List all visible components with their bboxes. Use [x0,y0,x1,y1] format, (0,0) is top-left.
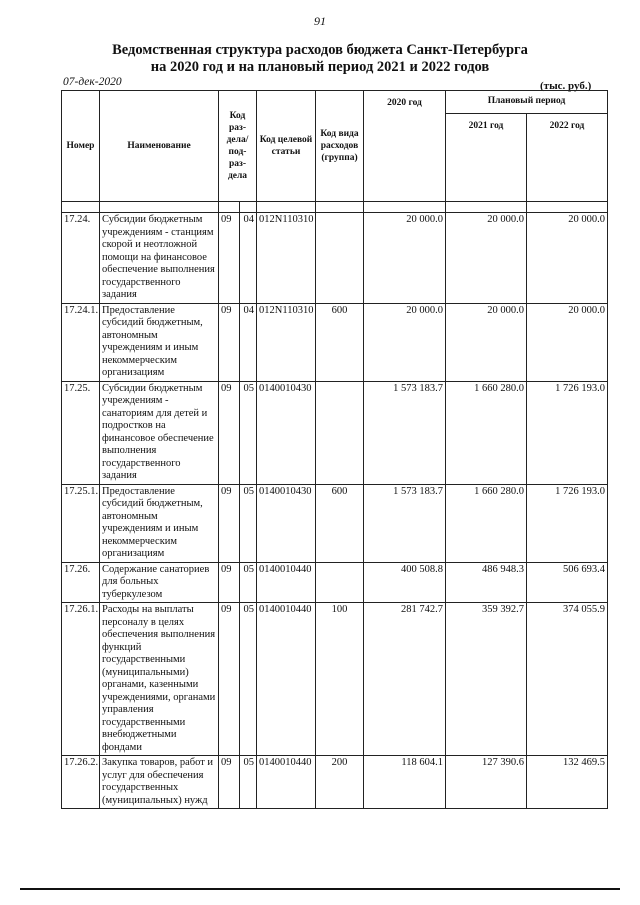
table-row [62,562,608,603]
table-row [62,213,608,304]
row-name: Содержание санаториев для больных туберкулезом [100,562,219,603]
header-2021: 2021 год [446,114,527,202]
row-section-code: 09 [219,381,240,484]
row-target-code: 0140010440 [257,603,316,756]
row-expense-type-code [316,381,364,484]
row-name: Субсидии бюджетным учреждениям - санаториям для детей и подростков на финансовое обеспечение выполнения государственного задания [100,381,219,484]
header-name: Наименование [100,91,219,202]
header-2022: 2022 год [527,114,608,202]
row-section-code: 09 [219,213,240,304]
row-number: 17.26.2. [62,756,100,809]
row-number: 17.25. [62,381,100,484]
row-number: 17.24.1. [62,303,100,381]
row-subsection-code: 04 [240,303,257,381]
row-subsection-code: 05 [240,381,257,484]
header-vid: Код вида расходов (группа) [316,91,364,202]
row-amount-2022: 20 000.0 [527,213,608,304]
row-amount-2022: 506 693.4 [527,562,608,603]
table-row [62,603,608,756]
row-target-code: 012N110310 [257,303,316,381]
row-expense-type-code: 600 [316,303,364,381]
units-label: (тыс. руб.) [540,80,592,92]
row-expense-type-code [316,562,364,603]
row-name: Субсидии бюджетным учреждениям - станциям скорой и неотложной помощи на финансовое обеспечение выполнения государственного задания [100,213,219,304]
header-section: Код раз- дела/ под- раз- дела [219,91,257,202]
row-section-code: 09 [219,484,240,562]
row-section-code: 09 [219,303,240,381]
title-line-1: Ведомственная структура расходов бюджета Санкт-Петербурга [112,42,528,58]
row-subsection-code: 05 [240,603,257,756]
row-number: 17.26.1. [62,603,100,756]
row-expense-type-code [316,213,364,304]
row-amount-2020: 400 508.8 [364,562,446,603]
row-expense-type-code: 200 [316,756,364,809]
row-name: Предоставление субсидий бюджетным, автономным учреждениям и иным некоммерческим организациям [100,484,219,562]
table-row [62,756,608,809]
table-row [62,381,608,484]
row-subsection-code: 05 [240,562,257,603]
row-amount-2020: 118 604.1 [364,756,446,809]
row-expense-type-code: 100 [316,603,364,756]
row-amount-2021: 20 000.0 [446,303,527,381]
header-target: Код целевой статьи [257,91,316,202]
row-section-code: 09 [219,603,240,756]
row-amount-2021: 20 000.0 [446,213,527,304]
budget-table [61,90,608,809]
row-amount-2021: 1 660 280.0 [446,381,527,484]
document-date: 07-дек-2020 [63,76,122,88]
row-amount-2021: 127 390.6 [446,756,527,809]
row-amount-2021: 486 948.3 [446,562,527,603]
row-target-code: 0140010430 [257,484,316,562]
row-subsection-code: 05 [240,484,257,562]
row-name: Предоставление субсидий бюджетным, автономным учреждениям и иным некоммерческим организациям [100,303,219,381]
title-line-2: на 2020 год и на плановый период 2021 и 2022 годов [150,59,490,75]
document-title [0,42,640,76]
row-amount-2020: 1 573 183.7 [364,381,446,484]
table-row [62,303,608,381]
row-amount-2020: 20 000.0 [364,213,446,304]
row-section-code: 09 [219,562,240,603]
row-expense-type-code: 600 [316,484,364,562]
header-number: Номер [62,91,100,202]
row-number: 17.25.1. [62,484,100,562]
row-amount-2021: 1 660 280.0 [446,484,527,562]
row-subsection-code: 04 [240,213,257,304]
row-amount-2022: 374 055.9 [527,603,608,756]
header-2020: 2020 год [364,91,446,202]
row-number: 17.24. [62,213,100,304]
row-amount-2020: 281 742.7 [364,603,446,756]
page-number: 91 [314,14,326,28]
row-target-code: 0140010440 [257,562,316,603]
table-row [62,484,608,562]
row-amount-2021: 359 392.7 [446,603,527,756]
spacer-row [62,202,608,213]
row-amount-2020: 20 000.0 [364,303,446,381]
row-amount-2022: 20 000.0 [527,303,608,381]
header-row-1 [62,91,608,114]
row-target-code: 0140010440 [257,756,316,809]
row-target-code: 012N110310 [257,213,316,304]
row-target-code: 0140010430 [257,381,316,484]
row-name: Расходы на выплаты персоналу в целях обеспечения выполнения функций государственными (муниципальными) органами, казенными учреждениями, органами управления государственными внебюджетными фондами [100,603,219,756]
header-plan-period: Плановый период [446,91,608,114]
row-name: Закупка товаров, работ и услуг для обеспечения государственных (муниципальных) нужд [100,756,219,809]
row-subsection-code: 05 [240,756,257,809]
row-amount-2022: 1 726 193.0 [527,484,608,562]
row-amount-2022: 132 469.5 [527,756,608,809]
row-amount-2020: 1 573 183.7 [364,484,446,562]
row-amount-2022: 1 726 193.0 [527,381,608,484]
row-number: 17.26. [62,562,100,603]
row-section-code: 09 [219,756,240,809]
page-bottom-rule [20,888,620,890]
